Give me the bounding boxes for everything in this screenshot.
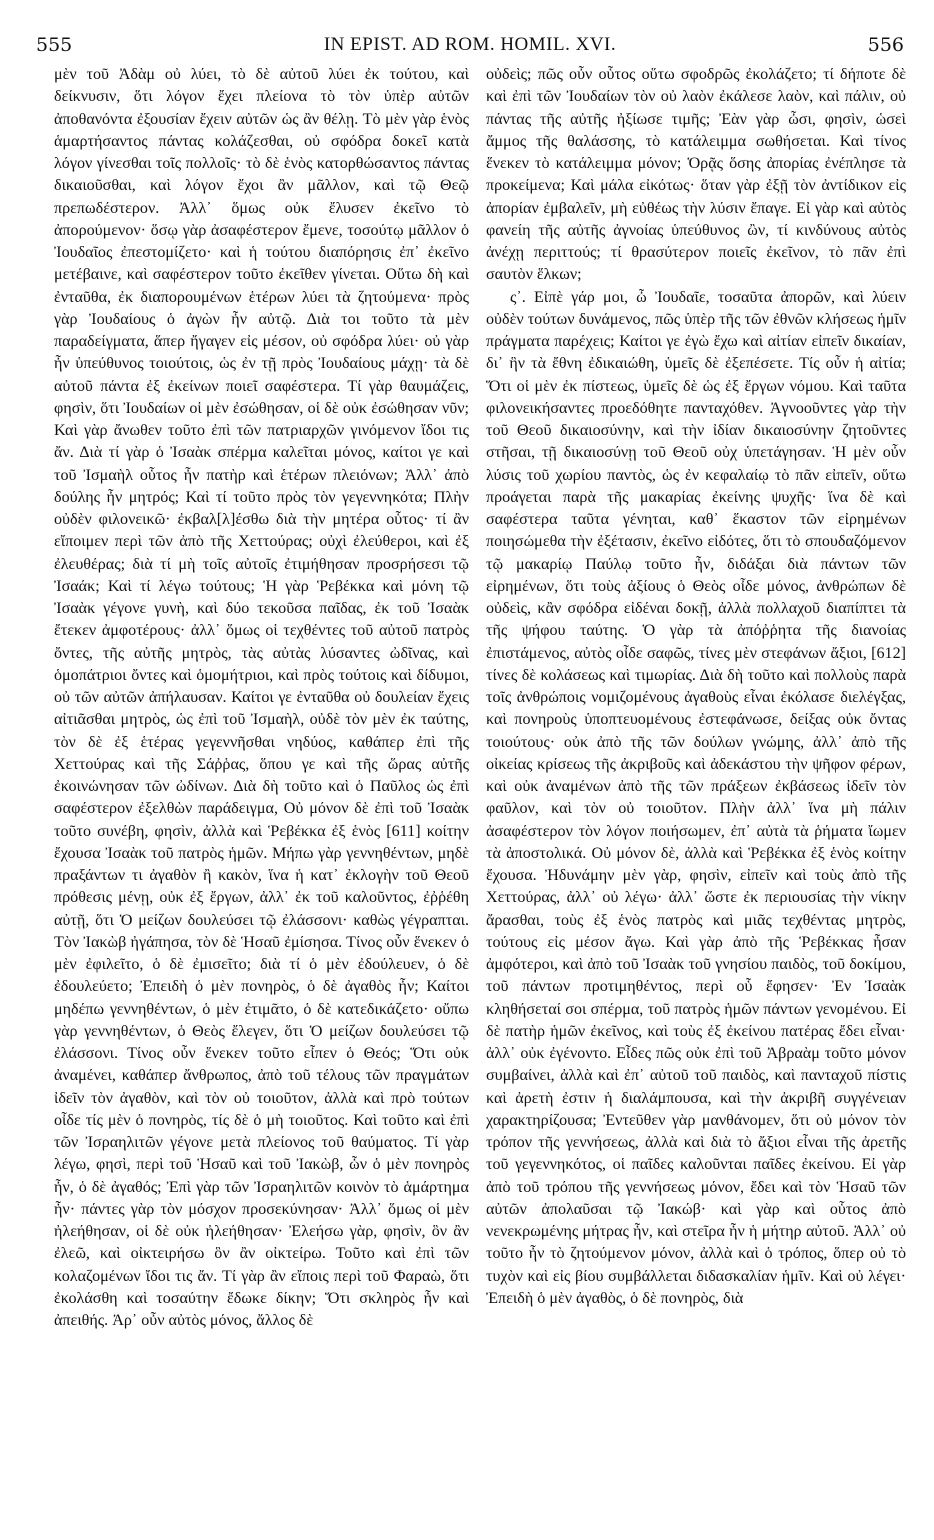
right-column-paragraph-2: ς᾽. Εἰπὲ γάρ μοι, ὦ Ἰουδαῖε, τοσαῦτα ἀπορῶν, καὶ λύειν οὐδὲν τούτων δυνάμενος, πῶς ὑπὲρ τῆς τῶν ἐθνῶν κλήσεως ἡμῖν πράγματα παρέχεις; Καίτοι γε ἐγὼ ἔχω καὶ αἰτίαν εἰπεῖν δικαίαν, δι᾽ ἣν τὰ ἔθνη ἐδικαιώθη, ὑμεῖς δὲ ἐξεπέσετε. Τίς οὖν ἡ αἰτία; Ὅτι οἱ μὲν ἐκ πίστεως, ὑμεῖς δὲ ὡς ἐξ ἔργων νόμου. Καὶ ταῦτα φιλονεικήσαντες προεδόθητε πανταχόθεν. Ἀγνοοῦντες γὰρ τὴν τοῦ Θεοῦ δικαιοσύνην, καὶ τὴν ἰδίαν δικαιοσύνην ζητοῦντες στῆσαι, τῇ δικαιοσύνῃ τοῦ Θεοῦ οὐχ ὑπετάγησαν. Ἡ μὲν οὖν λύσις τοῦ χωρίου παντὸς, ὡς ἐν κεφαλαίῳ τὸ πᾶν εἰπεῖν, οὕτω προάγεται παρὰ τῆς μακαρίας ἐκείνης ψυχῆς· ἵνα δὲ καὶ σαφέστερα ταῦτα γένηται, καθ᾽ ἕκαστον τῶν εἰρημένων ποιησώμεθα τὴν ἐξέτασιν, ἐκεῖνο εἰδότες, ὅτι τὸ σπουδαζόμενον τῷ μακαρίῳ Παύλῳ τοῦτο ἦν, διδάξαι διὰ πάντων τῶν εἰρημένων, ὅτι τοὺς ἀξίους ὁ Θεὸς οἶδε μόνος, ἀνθρώπων δὲ οὐδεὶς, κἂν σφόδρα εἰδέναι δοκῇ, ἀλλὰ πολλαχοῦ διαπίπτει τὰ τῆς ψήφου ταύτης. Ὁ γὰρ τὰ ἀπόῤῥητα τῆς διανοίας ἐπιστάμενος, αὐτὸς οἶδε σαφῶς, τίνες μὲν στεφάνων ἄξιοι, [612] τίνες δὲ κολάσεως καὶ τιμωρίας. Διὰ δὴ τοῦτο καὶ πολλοὺς παρὰ τοῖς ἀνθρώποις νομιζομένους ἀγαθοὺς εἶναι ἐκόλασε διελέγξας, καὶ πονηροὺς ὑποπτευομένους ἐστεφάνωσε, δείξας οὐκ ὄντας τοιούτους· οὐκ ἀπὸ τῆς τῶν δούλων γνώμης, ἀλλ᾽ ἀπὸ τῆς οἰκείας κρίσεως τῆς ἀκριβοῦς καὶ ἀδεκάστου τὴν ψῆφον φέρων, καὶ οὐκ ἀναμένων ἀπὸ τῆς τῶν πράξεων ἐκβάσεως ἰδεῖν τὸν φαῦλον, καὶ τὸν οὐ τοιοῦτον. Πλὴν ἀλλ᾽ ἵνα μὴ πάλιν ἀσαφέστερον τὸν λόγον ποιήσωμεν, ἐπ᾽ αὐτὰ τὰ ῥήματα ἴωμεν τὰ ἀποστολικά. Οὐ μόνον δὲ, ἀλλὰ καὶ Ῥεβέκκα ἐξ ἑνὸς κοίτην ἔχουσα. Ἠδυνάμην μὲν γὰρ, φησὶν, εἰπεῖν καὶ τοὺς ἀπὸ τῆς Χεττούρας, ἀλλ᾽ οὐ λέγω· ἀλλ᾽ ὥστε ἐκ περιουσίας τὴν νίκην ἄρασθαι, τοὺς ἐξ ἑνὸς πατρὸς καὶ μιᾶς τεχθέντας μητρὸς, τούτους εἰς μέσον ἄγω. Καὶ γὰρ ἀπὸ τῆς Ῥεβέκκας ἦσαν ἀμφότεροι, καὶ ἀπὸ τοῦ Ἰσαὰκ τοῦ γνησίου παιδὸς, τοῦ δοκίμου, τοῦ πάντων προτιμηθέντος, περὶ οὗ ἔφησεν· Ἐν Ἰσαὰκ κληθήσεταί σοι σπέρμα, τοῦ πατρὸς ἡμῶν πάντων γενομένου. Εἰ δὲ πατὴρ ἡμῶν ἐκεῖνος, καὶ τοὺς ἐξ ἐκείνου πατέρας ἔδει εἶναι· ἀλλ᾽ οὐκ ἐγένοντο. Εἶδες πῶς οὐκ ἐπὶ τοῦ Ἀβραὰμ τοῦτο μόνον συμβαίνει, ἀλλὰ καὶ ἐπ᾽ αὐτοῦ τοῦ παιδὸς, καὶ πανταχοῦ πίστις καὶ ἀρετὴ ἐστιν ἡ διαλάμπουσα, καὶ τὴν ἀκριβῆ συγγένειαν χαρακτηρίζουσα; Ἐντεῦθεν γὰρ μανθάνομεν, ὅτι οὐ μόνον τὸν τρόπον τῆς γεννήσεως, ἀλλὰ καὶ διὰ τὸ ἄξιοι εἶναι τῆς ἀρετῆς τοῦ γεγεννηκότος, οἱ παῖδες καλοῦνται παῖδες ἐκείνου. Εἰ γὰρ ἀπὸ τοῦ τρόπου τῆς γεννήσεως μόνον, ἔδει καὶ τὸν Ἡσαῦ τῶν αὐτῶν ἀπολαῦσαι τῷ Ἰακώβ· καὶ γὰρ καὶ οὗτος ἀπὸ νενεκρωμένης μήτρας ἦν, καὶ στεῖρα ἦν ἡ μήτηρ αὐτοῦ. Ἀλλ᾽ οὐ τοῦτο ἦν τὸ ζητούμενον μόνον, ἀλλὰ καὶ ὁ τρόπος, ὅπερ οὐ τὸ τυχὸν καὶ εἰς βίου συμβάλλεται διδασκαλίαν ἡμῖν. Καὶ οὐ λέγει· Ἐπειδὴ ὁ μὲν ἀγαθὸς, ὁ δὲ πονηρὸς, διὰ bbox=[486, 288, 906, 1307]
running-header bbox=[36, 34, 904, 62]
running-title: IN EPIST. AD ROM. HOMIL. XVI. bbox=[323, 34, 617, 55]
page-number-left: 555 bbox=[36, 34, 73, 56]
page-number-right: 556 bbox=[867, 34, 904, 56]
right-text-column bbox=[486, 64, 906, 1534]
left-column-text: μὲν τοῦ Ἀδὰμ οὐ λύει, τὸ δὲ αὐτοῦ λύει ἐκ τούτου, καὶ δείκνυσιν, ὅτι λόγον ἔχει πλείονα τὸ τὸν ὑπὲρ αὐτῶν ἀποθανόντα ἐξουσίαν ἔχειν αὐτῶν ὡς ἂν θέλῃ. Τὸ μὲν γὰρ ἑνὸς ἁμαρτήσαντος πάντας κολάζεσθαι, οὐ σφόδρα δοκεῖ κατὰ λόγον γίνεσθαι τοῖς πολλοῖς· τὸ δὲ ἑνὸς κατορθώσαντος πάντας δικαιοῦσθαι, καὶ λόγον ἔχοι ἂν μᾶλλον, καὶ τῷ Θεῷ πρεπωδέστερον. Ἀλλ᾽ ὅμως οὐκ ἔλυσεν ἐκεῖνο τὸ ἀπορούμενον· ὅσῳ γὰρ ἀσαφέστερον ἔμενε, τοσούτῳ μᾶλλον ὁ Ἰουδαῖος ἐπεστομίζετο· καὶ ἡ τούτου διαπόρησις ἐπ᾽ ἐκεῖνο μετέβαινε, καὶ σαφέστερον τοῦτο ἐκεῖθεν γίνεται. Οὕτω δὴ καὶ ἐνταῦθα, ἐκ διαπορουμένων ἑτέρων λύει τὰ ζητούμενα· πρὸς γὰρ Ἰουδαίους ὁ ἀγὼν ἦν αὐτῷ. Διὰ τοι τοῦτο τὰ μὲν παραδείγματα, ἅπερ ἤγαγεν εἰς μέσον, οὐ σφόδρα λύει· οὐ γὰρ ἦν ὑπεύθυνος τοιούτοις, ὡς ἐν τῇ πρὸς Ἰουδαίους μάχῃ· τὰ δὲ αὐτοῦ πάντα ἐξ ἐκείνων ποιεῖ σαφέστερα. Τί γὰρ θαυμάζεις, φησὶν, ὅτι Ἰουδαίων οἱ μὲν ἐσώθησαν, οἱ δὲ οὐκ ἐσώθησαν νῦν; Καὶ γὰρ ἄνωθεν τοῦτο ἐπὶ τῶν πατριαρχῶν γινόμενον ἴδοι τις ἄν. Διὰ τί γὰρ ὁ Ἰσαὰκ σπέρμα καλεῖται μόνος, καίτοι γε καὶ τοῦ Ἰσμαὴλ οὗτος ἦν πατὴρ καὶ ἑτέρων πλειόνων; Ἀλλ᾽ ἀπὸ δούλης ἦν μητρός; Καὶ τί τοῦτο πρὸς τὸν γεγεννηκότα; Πλὴν οὐδὲν φιλονεικῶ· ἐκβαλ[λ]έσθω διὰ τὴν μητέρα οὗτος· τί ἂν εἴποιμεν περὶ τῶν ἀπὸ τῆς Χεττούρας; οὐχὶ ἐλεύθεροι, καὶ ἐξ ἐλευθέρας; διὰ τί μὴ τοῖς αὐτοῖς ἐτιμήθησαν προσρήσεσι τῷ Ἰσαάκ; Καὶ τί λέγω τούτους; Ἡ γὰρ Ῥεβέκκα καὶ μόνη τῷ Ἰσαὰκ γέγονε γυνὴ, καὶ δύο τεκοῦσα παῖδας, ἐκ τοῦ Ἰσαὰκ ἔτεκεν ἀμφοτέρους· ἀλλ᾽ ὅμως οἱ τεχθέντες τοῦ αὐτοῦ πατρὸς ὄντες, τῆς αὐτῆς μητρὸς, τὰς αὐτὰς λύσαντες ὠδῖνας, καὶ ὁμοπάτριοι ὄντες καὶ ὁμομήτριοι, καὶ πρὸς τούτοις καὶ δίδυμοι, οὐ τῶν αὐτῶν ἀπήλαυσαν. Καίτοι γε ἐνταῦθα οὐ δουλείαν ἔχεις αἰτιᾶσθαι μητρὸς, ὡς ἐπὶ τοῦ Ἰσμαὴλ, οὐδὲ τὸν μὲν ἐκ ταύτης, τὸν δὲ ἐξ ἑτέρας γεγεννῆσθαι νηδύος, καθάπερ ἐπὶ τῆς Χεττούρας καὶ τῆς Σάῤῥας, ὅπου γε καὶ τῆς ὥρας αὐτῆς ἐκοινώνησαν τῶν ὠδίνων. Διὰ δὴ τοῦτο καὶ ὁ Παῦλος ὡς ἐπὶ σαφέστερον ἐξελθὼν παράδειγμα, Οὐ μόνον δὲ ἐπὶ τοῦ Ἰσαὰκ τοῦτο συνέβη, φησὶν, ἀλλὰ καὶ Ῥεβέκκα ἐξ ἑνὸς [611] κοίτην ἔχουσα Ἰσαὰκ τοῦ πατρὸς ἡμῶν. Μήπω γὰρ γεννηθέντων, μηδὲ πραξάντων τι ἀγαθὸν ἢ κακὸν, ἵνα ἡ κατ᾽ ἐκλογὴν τοῦ Θεοῦ πρόθεσις μένῃ, οὐκ ἐξ ἔργων, ἀλλ᾽ ἐκ τοῦ καλοῦντος, ἐῤῥέθη αὐτῇ, ὅτι Ὁ μείζων δουλεύσει τῷ ἐλάσσονι· καθὼς γέγραπται. Τὸν Ἰακὼβ ἠγάπησα, τὸν δὲ Ἡσαῦ ἐμίσησα. Τίνος οὖν ἕνεκεν ὁ μὲν ἐφιλεῖτο, ὁ δὲ ἐμισεῖτο; διὰ τί ὁ μὲν ἐδούλευεν, ὁ δὲ ἐδουλεύετο; Ἐπειδὴ ὁ μὲν πονηρὸς, ὁ δὲ ἀγαθὸς ἦν; Καίτοι μηδέπω γεννηθέντων, ὁ μὲν ἐτιμᾶτο, ὁ δὲ κατεδικάζετο· οὔπω γὰρ γεννηθέντων, ὁ Θεὸς ἔλεγεν, ὅτι Ὁ μείζων δουλεύσει τῷ ἐλάσσονι. Τίνος οὖν ἕνεκεν τοῦτο εἶπεν ὁ Θεός; Ὅτι οὐκ ἀναμένει, καθάπερ ἄνθρωπος, ἀπὸ τοῦ τέλους τῶν πραγμάτων ἰδεῖν τὸν ἀγαθὸν, καὶ τὸν οὐ τοιοῦτον, ἀλλὰ καὶ πρὸ τούτων οἶδε τίς μὲν ὁ πονηρὸς, τίς δὲ ὁ μὴ τοιοῦτος. Καὶ τοῦτο καὶ ἐπὶ τῶν Ἰσραηλιτῶν γέγονε μετὰ πλείονος τοῦ θαύματος. Τί γὰρ λέγω, φησὶ, περὶ τοῦ Ἡσαῦ καὶ τοῦ Ἰακὼβ, ὧν ὁ μὲν πονηρὸς ἦν, ὁ δὲ ἀγαθός; Ἐπὶ γὰρ τῶν Ἰσραηλιτῶν κοινὸν τὸ ἁμάρτημα ἦν· πάντες γὰρ τὸν μόσχον προσεκύνησαν· Ἀλλ᾽ ὅμως οἱ μὲν ἠλεήθησαν, οἱ δὲ οὐκ ἠλεήθησαν· Ἐλεήσω γὰρ, φησὶν, ὃν ἂν ἐλεῶ, καὶ οἰκτειρήσω ὃν ἂν οἰκτείρω. Τοῦτο καὶ ἐπὶ τῶν κολαζομένων ἴδοι τις ἄν. Τί γὰρ ἂν εἴποις περὶ τοῦ Φαραὼ, ὅτι ἐκολάσθη καὶ τοσαύτην ἔδωκε δίκην; Ὅτι σκληρὸς ἦν καὶ ἀπειθής. Ἀρ᾽ οὖν αὐτὸς μόνος, ἄλλος δὲ bbox=[54, 66, 469, 1329]
left-text-column bbox=[54, 64, 469, 1534]
right-column-paragraph-1: οὐδεὶς; πῶς οὖν οὗτος οὕτω σφοδρῶς ἐκολάζετο; τί δήποτε δὲ καὶ ἐπὶ τῶν Ἰουδαίων τὸν οὐ λαὸν ἐκάλεσε λαὸν, καὶ πάλιν, οὐ πάντας τῆς αὐτῆς ἠξίωσε τιμῆς; Ἐὰν γὰρ ὦσι, φησὶν, ὡσεὶ ἄμμος τῆς θαλάσσης, τὸ κατάλειμμα σωθήσεται. Καὶ τίνος ἕνεκεν τὸ κατάλειμμα μόνον; Ὁρᾷς ὅσης ἀπορίας ἐνέπλησε τὰ προκείμενα; Καὶ μάλα εἰκότως· ὅταν γὰρ ἐξῇ τὸν ἀντίδικον εἰς ἀπορίαν ἐμβαλεῖν, μὴ εὐθέως τὴν λύσιν ἔπαγε. Εἰ γὰρ καὶ αὐτὸς φανείη τῆς αὐτῆς ἀγνοίας ὑπεύθυνος ὢν, τί κινδύνους αὐτὸς ἀνέχῃ περιττούς; τί θρασύτερον ποιεῖς ἐκεῖνον, τὸ πᾶν ἐπὶ σαυτὸν ἕλκων; bbox=[486, 66, 906, 284]
